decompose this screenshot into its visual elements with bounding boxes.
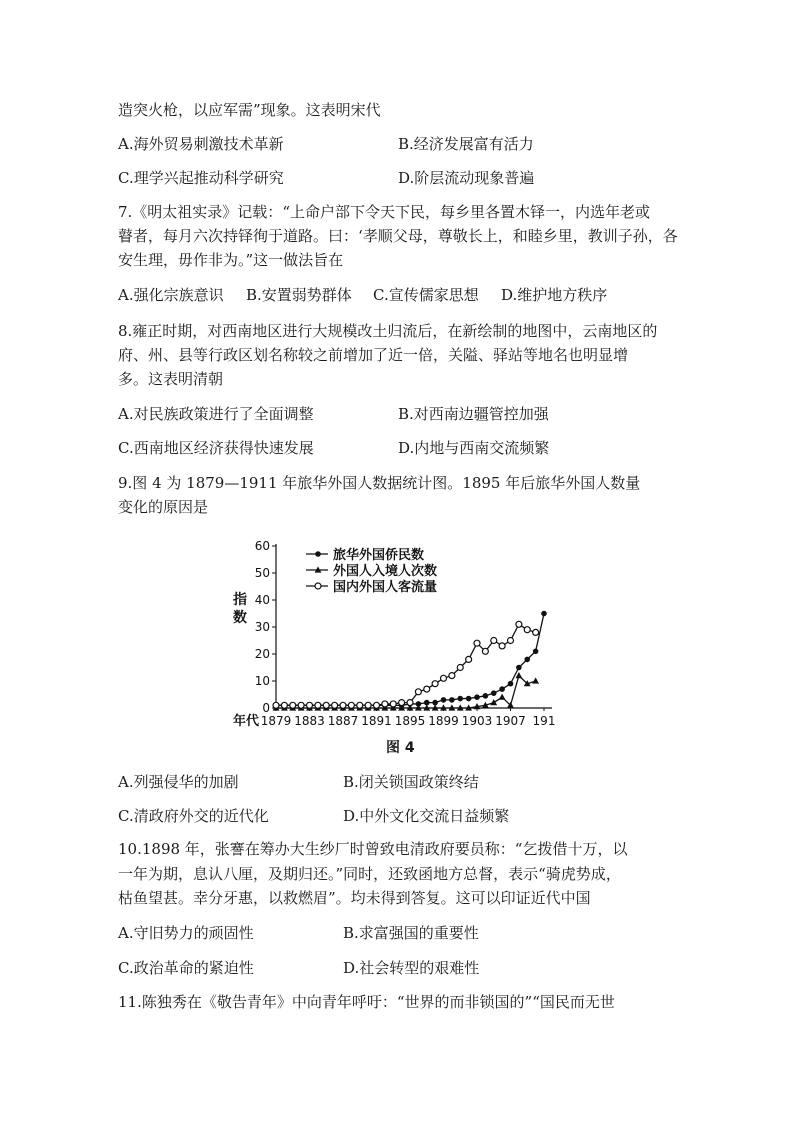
series-3-point <box>348 702 354 708</box>
series-3-point <box>357 702 363 708</box>
y-tick-label: 10 <box>254 674 270 688</box>
q7-option-b[interactable]: B.安置弱势群体 <box>246 286 352 304</box>
series-3-point <box>390 701 396 707</box>
x-tick-label: 1899 <box>428 714 459 728</box>
q6-option-c[interactable]: C.理学兴起推动科学研究 <box>118 169 284 187</box>
q8-stem-line1: 8.雍正时期，对西南地区进行大规模改土归流后，在新绘制的地图中，云南地区的 <box>118 322 658 340</box>
series-3-point <box>432 681 438 687</box>
q7-option-c[interactable]: C.宣传儒家思想 <box>373 286 479 304</box>
series-1-point <box>441 697 447 703</box>
q7-stem-line2: 瞽者，每月六次持铎徇于道路。曰：‘孝顺父母，尊敬长上，和睦乡里，教训子孙，各 <box>118 227 678 245</box>
legend-marker <box>315 583 321 589</box>
q6-option-a[interactable]: A.海外贸易刺激技术革新 <box>118 135 284 153</box>
q8-stem-line3: 多。这表明清朝 <box>118 370 224 388</box>
legend-label: 外国人入境人次数 <box>333 564 438 579</box>
q8-option-c[interactable]: C.西南地区经济获得快速发展 <box>118 439 314 457</box>
q10-stem-line3: 枯鱼望甚。幸分牙惠，以救燃眉”。均未得到答复。这可以印证近代中国 <box>118 889 591 907</box>
series-3-point <box>307 702 313 708</box>
q9-stem-line1: 9.图 4 为 1879—1911 年旅华外国人数据统计图。1895 年后旅华外国人数量 <box>118 474 641 492</box>
legend-label: 旅华外国侨民数 <box>333 548 425 563</box>
series-3-point <box>323 702 329 708</box>
series-1-point <box>449 697 455 703</box>
series-3-point <box>508 638 514 644</box>
q7-stem-line3: 安生理，毋作非为。”这一做法旨在 <box>118 251 344 269</box>
y-tick-label: 0 <box>262 701 270 715</box>
series-3-point <box>457 665 463 671</box>
q8-option-d[interactable]: D.内地与西南交流频繁 <box>398 439 550 457</box>
series-3-point <box>332 702 338 708</box>
series-3-point <box>474 640 480 646</box>
q10-stem-line1: 10.1898 年，张謇在筹办大生纱厂时曾致电清政府要员称：“乞拨借十万，以 <box>118 840 628 858</box>
series-3-point <box>415 689 421 695</box>
q11-stem-line1: 11.陈独秀在《敬告青年》中向青年呼吁：“世界的而非锁国的”“国民而无世 <box>118 993 615 1011</box>
series-3-point <box>533 629 539 635</box>
series-3-point <box>441 675 447 681</box>
q7-stem-line1: 7.《明太祖实录》记载：“上命户部下令天下民，每乡里各置木铎一，内选年老或 <box>118 203 650 221</box>
series-3-point <box>273 702 279 708</box>
y-axis-label-char: 数 <box>233 610 247 626</box>
y-tick-label: 50 <box>254 566 270 580</box>
x-tick-label: 1891 <box>361 714 392 728</box>
q8-option-a[interactable]: A.对民族政策进行了全面调整 <box>118 405 314 423</box>
series-3-point <box>524 627 530 633</box>
x-tick-label: 1883 <box>294 714 325 728</box>
series-3-point <box>424 686 430 692</box>
series-1-point <box>483 693 489 699</box>
y-tick-label: 60 <box>254 539 270 553</box>
series-1-point <box>466 696 472 702</box>
series-3-point <box>298 702 304 708</box>
series-1-point <box>474 694 480 700</box>
series-3-point <box>365 702 371 708</box>
series-1-point <box>457 696 463 702</box>
x-tick-label: 1903 <box>461 714 493 728</box>
q9-option-a[interactable]: A.列强侵华的加剧 <box>118 773 239 791</box>
series-1-point <box>541 611 547 617</box>
q8-option-b[interactable]: B.对西南边疆管控加强 <box>398 405 549 423</box>
y-tick-label: 40 <box>254 593 270 607</box>
series-3-point <box>382 701 388 707</box>
series-3-point <box>466 656 472 662</box>
x-tick-label: 1895 <box>394 714 426 728</box>
legend-label: 国内外国人客流量 <box>333 580 438 595</box>
x-tick-label: 1887 <box>327 714 359 728</box>
x-tick-label: 1879 <box>260 714 292 728</box>
legend-marker <box>315 551 321 557</box>
series-2-point <box>490 699 497 705</box>
series-2-point <box>499 694 506 700</box>
series-3-point <box>449 673 455 679</box>
q7-option-a[interactable]: A.强化宗族意识 <box>118 286 224 304</box>
q6-stem-tail: 造突火枪，以应军需”现象。这表明宋代 <box>118 101 381 119</box>
figure-caption: 图 4 <box>386 740 415 756</box>
q10-stem-line2: 一年为期，息认八厘，及期归还。”同时，还致函地方总督，表示“骑虎势成， <box>118 865 621 883</box>
q10-option-d[interactable]: D.社会转型的艰难性 <box>343 959 480 977</box>
y-tick-label: 20 <box>254 647 270 661</box>
series-2-point <box>532 677 539 683</box>
series-3-point <box>281 702 287 708</box>
q9-stem-line2: 变化的原因是 <box>118 498 209 516</box>
series-3-point <box>340 702 346 708</box>
series-3-point <box>407 700 413 706</box>
x-tick-label: 1907 <box>495 714 526 728</box>
series-line-1 <box>276 614 544 706</box>
series-3-point <box>491 638 497 644</box>
series-3-point <box>482 648 488 654</box>
q6-option-b[interactable]: B.经济发展富有活力 <box>398 135 534 153</box>
q8-stem-line2: 府、州、县等行政区划名称较之前增加了近一倍，关隘、驿站等地名也明显增 <box>118 346 629 364</box>
series-1-point <box>508 681 514 687</box>
figure-4-chart <box>226 538 566 734</box>
x-tick-label: 191 <box>532 714 556 728</box>
q9-option-d[interactable]: D.中外文化交流日益频繁 <box>343 807 510 825</box>
q10-option-a[interactable]: A.守旧势力的顽固性 <box>118 924 254 942</box>
q6-option-d[interactable]: D.阶层流动现象普遍 <box>398 169 535 187</box>
series-line-3 <box>276 624 536 705</box>
q7-option-d[interactable]: D.维护地方秩序 <box>501 286 608 304</box>
series-3-point <box>499 643 505 649</box>
series-1-point <box>533 649 539 655</box>
series-3-point <box>516 621 522 627</box>
q10-option-c[interactable]: C.政治革命的紧迫性 <box>118 959 254 977</box>
x-axis-label: 年代 <box>232 714 260 729</box>
series-3-point <box>315 702 321 708</box>
series-3-point <box>399 700 405 706</box>
series-1-point <box>516 665 522 671</box>
series-1-point <box>491 690 497 696</box>
series-1-point <box>524 657 530 663</box>
series-1-point <box>499 686 505 692</box>
series-3-point <box>290 702 296 708</box>
q9-option-c[interactable]: C.清政府外交的近代化 <box>118 807 269 825</box>
y-axis-label-char: 指 <box>233 592 247 608</box>
y-tick-label: 30 <box>254 620 270 634</box>
q9-option-b[interactable]: B.闭关锁国政策终结 <box>343 773 479 791</box>
q10-option-b[interactable]: B.求富强国的重要性 <box>343 924 479 942</box>
series-3-point <box>374 702 380 708</box>
